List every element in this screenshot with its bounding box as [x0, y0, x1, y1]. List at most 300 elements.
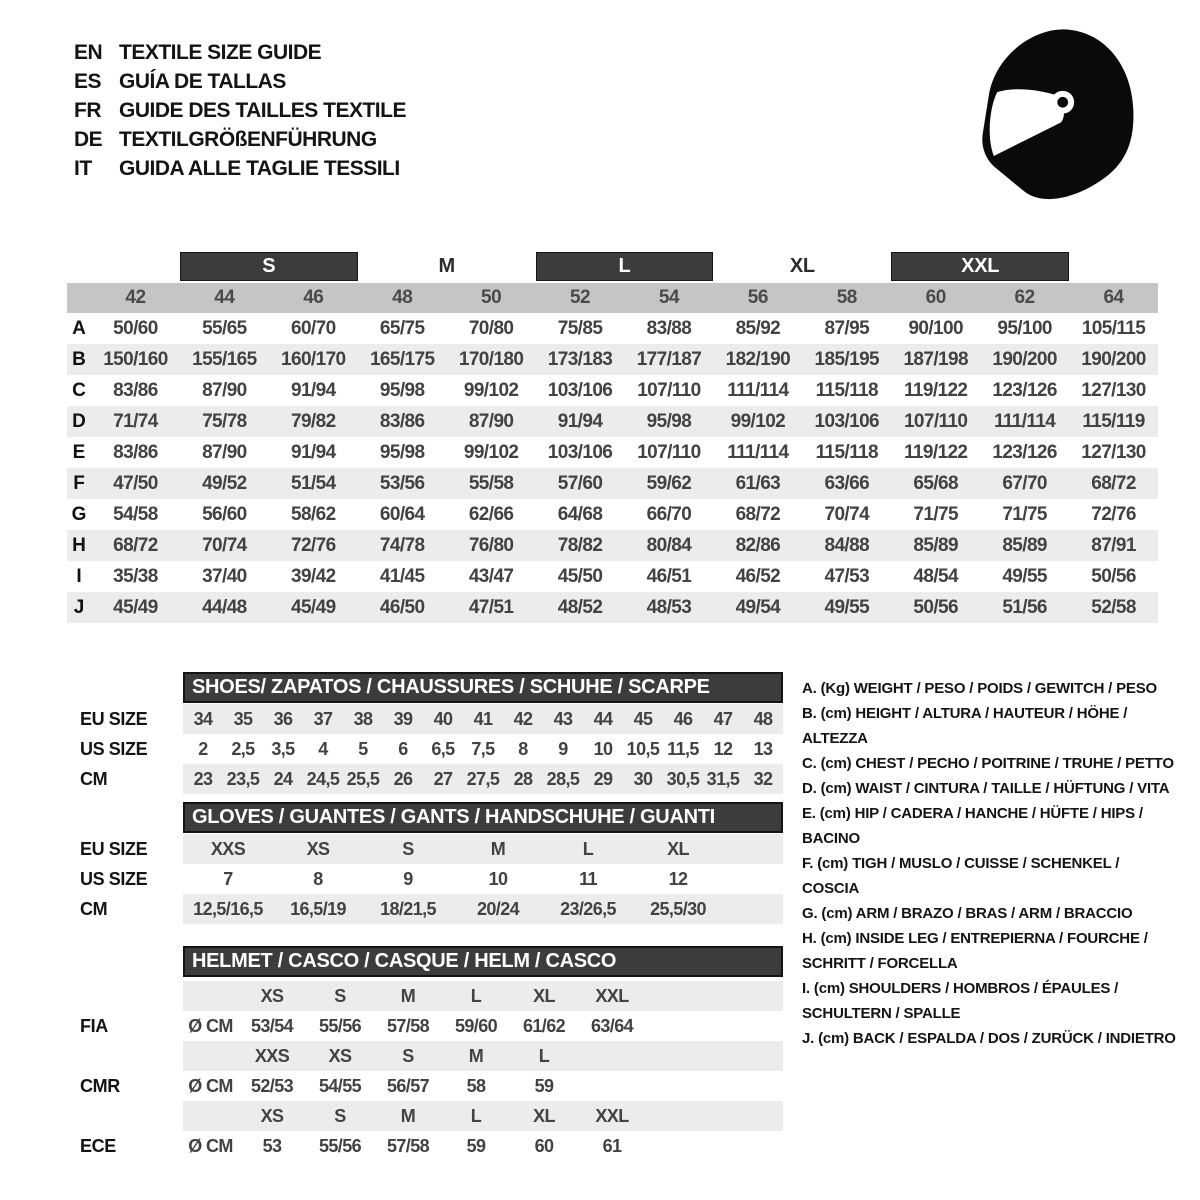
helmet-sizes [183, 981, 783, 1011]
shoe-size-cell: 10,5 [626, 738, 660, 759]
glove-size-cell: 10 [488, 868, 508, 889]
size-cell: 107/110 [637, 379, 701, 401]
helmet-value-row [68, 1011, 783, 1041]
size-cell: 190/200 [1081, 348, 1146, 370]
size-cell: 95/98 [379, 379, 425, 401]
standard-label: FIA [80, 1015, 108, 1036]
size-cell: 58/62 [291, 503, 336, 525]
size-cell: 87/90 [468, 410, 514, 432]
helmet-values [183, 1071, 783, 1101]
size-cell: 48/53 [646, 596, 692, 618]
helmet-value-row [68, 1071, 783, 1101]
shoe-size-cell: 28 [513, 768, 533, 789]
shoe-size-cell: 8 [518, 738, 528, 759]
table-row [67, 344, 1158, 375]
shoe-size-cell: 2 [198, 738, 208, 759]
size-cell: 45/49 [113, 596, 158, 618]
helmet-value-cell: 55/56 [318, 1135, 362, 1156]
unit-cell: Ø CM [188, 1015, 233, 1036]
size-cell: 76/80 [468, 534, 514, 556]
glove-size-cell: 18/21,5 [380, 898, 436, 919]
row-letter: F [73, 472, 85, 494]
table-row [67, 561, 1158, 592]
size-cell: 107/110 [903, 410, 968, 432]
size-cell: 103/106 [547, 379, 613, 401]
size-cell: 185/195 [814, 348, 880, 370]
shoe-size-cell: 27,5 [466, 768, 500, 789]
row-values [183, 734, 783, 764]
column-header: 52 [569, 287, 591, 308]
size-cell: 70/74 [202, 534, 247, 556]
language-code: FR [74, 99, 101, 122]
size-cell: 127/130 [1081, 441, 1146, 463]
shoe-size-cell: 43 [553, 708, 573, 729]
language-code: DE [74, 128, 103, 151]
section-row [68, 864, 783, 894]
helmet-value-cell: 61 [602, 1135, 622, 1156]
size-band-xl: XL [789, 255, 815, 277]
section-row [68, 704, 783, 734]
glove-size-cell: 11 [579, 868, 597, 889]
legend-item: H. (cm) INSIDE LEG / ENTREPIERNA / FOURCHE / SCHRITT / FORCELLA [802, 930, 1148, 972]
language-label: TEXTILE SIZE GUIDE [119, 41, 322, 64]
shoe-size-cell: 42 [513, 708, 533, 729]
table-row [67, 592, 1158, 623]
shoe-size-cell: 6 [398, 738, 408, 759]
helmet-size-cell: M [400, 1105, 416, 1126]
unit-spacer [183, 1041, 238, 1071]
shoe-size-cell: 26 [393, 768, 413, 789]
glove-size-cell: 7 [223, 868, 233, 889]
helmet-size-cell: XXL [595, 1105, 629, 1126]
table-row [67, 499, 1158, 530]
size-cell: 48/52 [557, 596, 603, 618]
glove-size-cell: S [402, 838, 414, 859]
helmet-size-cell: XL [533, 985, 555, 1006]
shoe-size-cell: 48 [753, 708, 773, 729]
band-spacer-left [67, 252, 180, 281]
size-cell: 190/200 [992, 348, 1057, 370]
helmet-value-cell: 59 [534, 1075, 554, 1096]
size-band-s: S [180, 252, 358, 281]
helmet-section [68, 946, 783, 1161]
size-cell: 105/115 [1081, 317, 1146, 339]
column-header: 50 [481, 287, 502, 308]
size-cell: 49/54 [735, 596, 781, 618]
size-cell: 37/40 [202, 565, 247, 587]
size-cell: 72/76 [291, 534, 336, 556]
size-cell: 83/86 [113, 441, 158, 463]
size-cell: 83/86 [113, 379, 158, 401]
measurement-legend [802, 676, 1178, 1051]
size-cell: 85/89 [913, 534, 958, 556]
column-header: 56 [747, 287, 768, 308]
row-label: US SIZE [80, 868, 148, 889]
standard-label: ECE [80, 1135, 116, 1156]
language-list [74, 38, 406, 183]
size-band-row [67, 252, 1158, 281]
table-row [67, 375, 1158, 406]
size-cell: 44/48 [202, 596, 247, 618]
shoe-size-cell: 34 [193, 708, 213, 729]
size-cell: 85/92 [735, 317, 781, 339]
size-cell: 123/126 [992, 379, 1057, 401]
glove-size-cell: M [490, 838, 506, 859]
size-cell: 52/58 [1091, 596, 1136, 618]
row-values [183, 864, 783, 894]
section-row [68, 834, 783, 864]
size-cell: 68/72 [1091, 472, 1136, 494]
helmet-value-cell: 59 [466, 1135, 486, 1156]
size-cell: 83/88 [646, 317, 692, 339]
size-cell: 78/82 [557, 534, 603, 556]
legend-item: C. (cm) CHEST / PECHO / POITRINE / TRUHE / PETTO [802, 755, 1174, 772]
size-cell: 46/50 [379, 596, 425, 618]
row-letter: G [71, 503, 87, 525]
shoe-size-cell: 39 [393, 708, 413, 729]
column-header: 54 [658, 287, 680, 308]
size-cell: 49/55 [824, 596, 870, 618]
size-cell: 47/53 [824, 565, 870, 587]
legend-item: G. (cm) ARM / BRAZO / BRAS / ARM / BRACCIO [802, 905, 1133, 922]
row-values [183, 764, 783, 794]
helmet-value-row [68, 1131, 783, 1161]
size-cell: 111/114 [993, 410, 1056, 432]
shoe-size-cell: 31,5 [706, 768, 740, 789]
racing-helmet-icon [972, 24, 1140, 209]
language-code: ES [74, 70, 102, 93]
size-cell: 127/130 [1081, 379, 1146, 401]
size-cell: 99/102 [463, 441, 519, 463]
size-cell: 47/51 [468, 596, 514, 618]
row-letter: D [72, 410, 86, 432]
helmet-value-cell: 60 [534, 1135, 554, 1156]
size-cell: 99/102 [463, 379, 519, 401]
size-cell: 91/94 [557, 410, 603, 432]
size-cell: 49/52 [202, 472, 247, 494]
size-cell: 71/74 [113, 410, 158, 432]
shoe-size-cell: 41 [473, 708, 493, 729]
size-cell: 119/122 [903, 441, 968, 463]
unit-cell: Ø CM [188, 1075, 233, 1096]
row-letter: E [72, 441, 86, 463]
section-row [68, 764, 783, 794]
shoe-size-cell: 6,5 [431, 738, 455, 759]
language-code: EN [74, 41, 103, 64]
language-label: GUIDA ALLE TAGLIE TESSILI [119, 157, 400, 180]
size-cell: 82/86 [735, 534, 781, 556]
size-cell: 51/56 [1002, 596, 1047, 618]
glove-size-cell: 8 [313, 868, 323, 889]
column-header: 46 [303, 287, 324, 308]
size-cell: 90/100 [908, 317, 963, 339]
size-cell: 55/65 [202, 317, 247, 339]
helmet-value-cell: 59/60 [454, 1015, 498, 1036]
helmet-size-cell: XS [260, 985, 284, 1006]
standard-label: CMR [80, 1075, 120, 1096]
language-row [74, 96, 406, 125]
size-cell: 95/100 [997, 317, 1052, 339]
size-cell: 48/54 [913, 565, 958, 587]
shoe-size-cell: 5 [358, 738, 368, 759]
shoe-size-cell: 7,5 [471, 738, 495, 759]
size-cell: 67/70 [1002, 472, 1047, 494]
helmet-value-cell: 55/56 [318, 1015, 362, 1036]
size-cell: 155/165 [192, 348, 257, 370]
size-cell: 170/180 [458, 348, 524, 370]
shoe-size-cell: 30,5 [666, 768, 700, 789]
shoe-size-cell: 10 [593, 738, 613, 759]
helmet-value-cell: 54/55 [318, 1075, 362, 1096]
size-cell: 66/70 [646, 503, 692, 525]
helmet-title: HELMET / CASCO / CASQUE / HELM / CASCO [183, 946, 783, 977]
legend-item: D. (cm) WAIST / CINTURA / TAILLE / HÜFTUNG / VITA [802, 780, 1170, 797]
size-table-body [67, 313, 1158, 623]
legend-item: E. (cm) HIP / CADERA / HANCHE / HÜFTE / HIPS / BACINO [802, 805, 1143, 847]
size-cell: 115/119 [1082, 410, 1145, 432]
helmet-value-cell: 52/53 [250, 1075, 294, 1096]
helmet-size-cell: S [334, 1105, 346, 1126]
size-cell: 103/106 [547, 441, 613, 463]
size-cell: 75/78 [202, 410, 247, 432]
shoe-size-cell: 27 [433, 768, 453, 789]
glove-size-cell: XXS [210, 838, 246, 859]
row-label-empty [68, 981, 183, 1011]
size-cell: 57/60 [557, 472, 603, 494]
shoe-size-cell: 13 [753, 738, 773, 759]
helmet-sizes [183, 1101, 783, 1131]
size-cell: 87/91 [1091, 534, 1136, 556]
helmet-value-cell: 58 [466, 1075, 486, 1096]
helmet-value-cell: 61/62 [522, 1015, 566, 1036]
size-cell: 64/68 [557, 503, 603, 525]
size-band-xxl: XXL [891, 252, 1069, 281]
size-cell: 54/58 [113, 503, 158, 525]
column-header: 62 [1014, 287, 1035, 308]
legend-item: I. (cm) SHOULDERS / HOMBROS / ÉPAULES / SCHULTERN / SPALLE [802, 980, 1119, 1022]
language-row [74, 38, 406, 67]
shoe-size-cell: 25,5 [346, 768, 380, 789]
size-cell: 62/66 [468, 503, 514, 525]
shoes-title-spacer [68, 672, 183, 703]
size-band-m: M [438, 255, 455, 277]
size-cell: 61/63 [735, 472, 781, 494]
size-cell: 79/82 [291, 410, 336, 432]
size-cell: 60/64 [379, 503, 425, 525]
language-row [74, 154, 406, 183]
shoe-size-cell: 37 [313, 708, 333, 729]
helmet-rows [68, 981, 783, 1161]
helmet-size-cell: L [470, 1105, 482, 1126]
row-letter: B [72, 348, 86, 370]
glove-size-cell: 12 [668, 868, 688, 889]
size-cell: 51/54 [291, 472, 336, 494]
shoe-size-cell: 29 [593, 768, 613, 789]
helmet-size-row [68, 981, 783, 1011]
helmet-size-cell: XS [260, 1105, 284, 1126]
helmet-size-cell: XS [328, 1045, 352, 1066]
glove-size-cell: XS [306, 838, 330, 859]
size-cell: 65/68 [913, 472, 958, 494]
row-values [183, 704, 783, 734]
helmet-value-cell: 57/58 [386, 1135, 430, 1156]
helmet-value-cell: 57/58 [386, 1015, 430, 1036]
size-cell: 91/94 [291, 379, 336, 401]
helmet-size-cell: XL [533, 1105, 555, 1126]
size-cell: 182/190 [725, 348, 791, 370]
shoe-size-cell: 30 [633, 768, 653, 789]
shoe-size-cell: 3,5 [271, 738, 295, 759]
size-cell: 91/94 [291, 441, 336, 463]
helmet-size-cell: XXL [595, 985, 629, 1006]
size-cell: 115/118 [815, 379, 878, 401]
row-letter: A [72, 317, 86, 339]
shoes-section [68, 672, 783, 794]
size-cell: 83/86 [379, 410, 425, 432]
helmet-value-cell: 53 [262, 1135, 282, 1156]
row-label-empty [68, 1101, 183, 1131]
helmet-size-cell: L [538, 1045, 550, 1066]
textile-size-table [67, 252, 1158, 623]
language-row [74, 67, 406, 96]
helmet-size-cell: M [400, 985, 416, 1006]
glove-size-cell: 16,5/19 [290, 898, 346, 919]
shoe-size-cell: 32 [753, 768, 773, 789]
racing-helmet-svg [972, 24, 1140, 204]
size-cell: 95/98 [646, 410, 692, 432]
size-cell: 55/58 [468, 472, 514, 494]
language-label: GUÍA DE TALLAS [119, 70, 286, 93]
size-cell: 71/75 [1002, 503, 1047, 525]
row-label: CM [80, 898, 108, 919]
size-cell: 65/75 [379, 317, 425, 339]
size-cell: 107/110 [637, 441, 701, 463]
size-cell: 87/95 [824, 317, 870, 339]
size-cell: 75/85 [557, 317, 603, 339]
glove-size-cell: L [582, 838, 594, 859]
size-cell: 160/170 [281, 348, 346, 370]
size-cell: 173/183 [547, 348, 613, 370]
glove-size-cell: 12,5/16,5 [193, 898, 263, 919]
helmet-sizes [183, 1041, 783, 1071]
shoe-size-cell: 12 [713, 738, 733, 759]
size-cell: 115/118 [815, 441, 878, 463]
shoe-size-cell: 24,5 [306, 768, 340, 789]
size-cell: 47/50 [113, 472, 158, 494]
shoe-size-cell: 36 [273, 708, 293, 729]
size-cell: 187/198 [903, 348, 968, 370]
table-row [67, 530, 1158, 561]
size-cell: 87/90 [202, 379, 247, 401]
row-letter: H [72, 534, 86, 556]
size-cell: 84/88 [824, 534, 870, 556]
row-values [183, 894, 783, 924]
shoe-size-cell: 11,5 [667, 738, 699, 759]
size-cell: 46/51 [646, 565, 692, 587]
column-header: 42 [125, 287, 146, 308]
size-cell: 150/160 [103, 348, 168, 370]
helmet-values [183, 1011, 783, 1041]
shoe-size-cell: 24 [273, 768, 293, 789]
row-letter: C [72, 379, 86, 401]
size-number-row [67, 283, 1158, 313]
size-cell: 43/47 [468, 565, 514, 587]
legend-item: A. (Kg) WEIGHT / PESO / POIDS / GEWITCH / PESO [802, 680, 1157, 697]
helmet-value-cell: 63/64 [590, 1015, 634, 1036]
row-label: EU SIZE [80, 838, 148, 859]
size-cell: 80/84 [646, 534, 692, 556]
table-row [67, 313, 1158, 344]
unit-spacer [183, 1101, 238, 1131]
size-cell: 85/89 [1002, 534, 1047, 556]
size-cell: 103/106 [814, 410, 880, 432]
legend-item: B. (cm) HEIGHT / ALTURA / HAUTEUR / HÖHE / ALTEZZA [802, 705, 1128, 747]
glove-size-cell: XL [667, 838, 689, 859]
language-row [74, 125, 406, 154]
size-cell: 111/114 [727, 379, 789, 401]
section-row [68, 894, 783, 924]
size-cell: 50/56 [913, 596, 958, 618]
legend-item: F. (cm) TIGH / MUSLO / CUISSE / SCHENKEL / COSCIA [802, 855, 1120, 897]
size-cell: 87/90 [202, 441, 247, 463]
size-cell: 72/76 [1091, 503, 1136, 525]
shoe-size-cell: 47 [713, 708, 733, 729]
column-header: 48 [392, 287, 413, 308]
helmet-values [183, 1131, 783, 1161]
size-cell: 35/38 [113, 565, 158, 587]
size-cell: 63/66 [824, 472, 870, 494]
number-corner [67, 283, 91, 313]
unit-spacer [183, 981, 238, 1011]
shoe-size-cell: 4 [318, 738, 328, 759]
size-cell: 70/80 [468, 317, 514, 339]
size-band-l: L [536, 252, 714, 281]
size-cell: 111/114 [727, 441, 789, 463]
size-cell: 50/56 [1091, 565, 1136, 587]
gloves-rows [68, 834, 783, 924]
shoe-size-cell: 45 [633, 708, 653, 729]
row-label: EU SIZE [80, 708, 148, 729]
row-label-empty [68, 1041, 183, 1071]
size-cell: 99/102 [730, 410, 786, 432]
shoes-title: SHOES/ ZAPATOS / CHAUSSURES / SCHUHE / SCARPE [183, 672, 783, 703]
language-code: IT [74, 157, 92, 180]
helmet-size-cell: L [470, 985, 482, 1006]
column-header: 44 [214, 287, 235, 308]
row-letter: J [73, 596, 85, 618]
shoe-size-cell: 40 [433, 708, 453, 729]
size-cell: 56/60 [202, 503, 247, 525]
size-cell: 95/98 [379, 441, 425, 463]
column-header: 60 [925, 287, 946, 308]
size-cell: 60/70 [291, 317, 336, 339]
helmet-size-cell: XXS [254, 1045, 290, 1066]
row-label: US SIZE [80, 738, 148, 759]
helmet-size-row [68, 1041, 783, 1071]
size-cell: 68/72 [735, 503, 781, 525]
shoe-size-cell: 23 [193, 768, 213, 789]
unit-cell: Ø CM [188, 1135, 233, 1156]
size-cell: 70/74 [824, 503, 870, 525]
size-cell: 74/78 [379, 534, 425, 556]
size-cell: 45/49 [291, 596, 336, 618]
size-cell: 165/175 [369, 348, 435, 370]
column-header: 64 [1103, 287, 1124, 308]
language-label: GUIDE DES TAILLES TEXTILE [119, 99, 406, 122]
shoe-size-cell: 38 [353, 708, 373, 729]
size-cell: 45/50 [557, 565, 603, 587]
shoe-size-cell: 23,5 [226, 768, 260, 789]
